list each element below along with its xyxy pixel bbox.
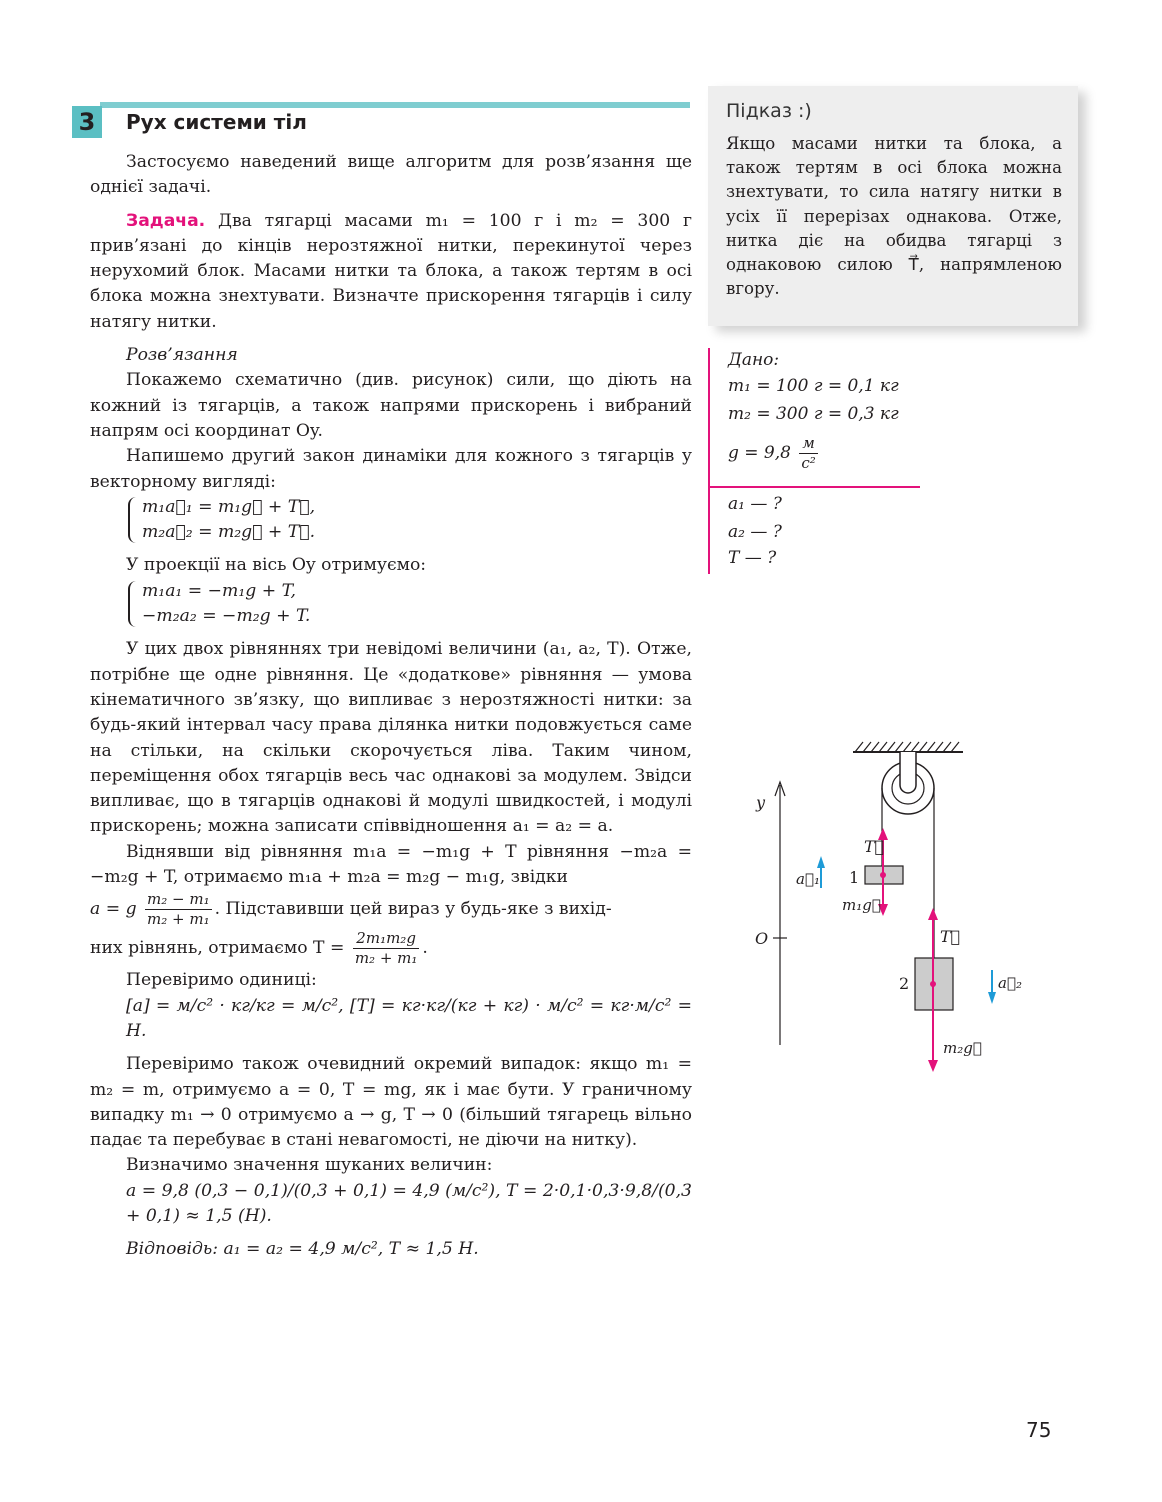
solution-label: Розв’язання bbox=[126, 345, 238, 366]
paragraph-8: Перевіримо одиниці: bbox=[126, 970, 317, 991]
given-m2: m₂ = 300 г = 0,3 кг bbox=[728, 404, 899, 424]
paragraph-6 bbox=[90, 890, 692, 929]
answer-text: a₁ = a₂ = 4,9 м/с², T ≈ 1,5 Н. bbox=[217, 1239, 479, 1260]
page-number: 75 bbox=[1026, 1418, 1052, 1442]
tension-label-2: T⃗ bbox=[940, 927, 961, 946]
main-text bbox=[90, 150, 692, 1263]
paragraph-3: У проекції на вісь Oy отримуємо: bbox=[126, 555, 427, 576]
origin-label: O bbox=[755, 929, 769, 948]
force-arrows bbox=[878, 828, 938, 1072]
fraction-denominator: m₂ + m₁ bbox=[354, 949, 418, 968]
paragraph-5: Віднявши від рівняння m₁a = −m₁g + T рівняння −m₂a = −m₂g + T, отримаємо m₁a + m₂a = m₂g − m₁g, звідки bbox=[90, 841, 692, 888]
fraction bbox=[145, 890, 212, 929]
a2-label: a⃗₂ bbox=[998, 974, 1022, 992]
y-axis-label: y bbox=[756, 793, 766, 812]
fraction-denominator: m₂ + m₁ bbox=[147, 910, 210, 929]
fraction bbox=[799, 434, 817, 473]
section-number: 3 bbox=[72, 106, 102, 138]
paragraph-6-tail: . Підставивши цей вираз у будь-яке з вихід- bbox=[214, 899, 612, 920]
hint-text: Якщо масами нитки та блока, а також тертям в осі блока можна знехтувати, то сила натягу нитки в усіх її перерізах однакова. Отже, нитка діє на обидва тягарці з однаковою силою T⃗, напрямленою вгору. bbox=[726, 134, 1062, 299]
section-title: Рух системи тіл bbox=[126, 110, 307, 134]
given-block bbox=[708, 348, 920, 576]
pulley-diagram bbox=[740, 730, 1040, 1090]
units-line: [a] = м/с² · кг/кг = м/с², [T] = кг·кг/(кг + кг) · м/с² = кг·м/с² = Н. bbox=[126, 995, 692, 1041]
answer-label: Відповідь: bbox=[126, 1239, 218, 1260]
brace bbox=[128, 497, 138, 543]
paragraph-9: Перевіримо також очевидний окремий випадок: якщо m₁ = m₂ = m, отримуємо a = 0, T = mg, як і має бути. У граничному випадку m₁ → 0 отримуємо a → g, T → 0 (більший тягарець вільно падає та перебуває в стані невагомості, не діючи на нитку). bbox=[90, 1054, 692, 1151]
given-g-label: g = 9,8 bbox=[728, 443, 791, 463]
find-a1: a₁ — ? bbox=[728, 494, 782, 514]
given-vertical-line bbox=[708, 348, 710, 574]
section-bar bbox=[100, 102, 690, 108]
projection-system bbox=[90, 579, 692, 630]
given-m1: m₁ = 100 г = 0,1 кг bbox=[728, 376, 899, 396]
find-t: T — ? bbox=[728, 548, 777, 568]
given-title: Дано: bbox=[728, 350, 780, 370]
vector-system bbox=[90, 495, 692, 546]
task-text: Два тягарці масами m₁ = 100 г і m₂ = 300 г прив’язані до кінців нерозтяжної нитки, перекинутої через нерухомий блок. Масами нитки та блока, а також тертям в осі блока можна знехтувати. Визначте прискорення тягарців і силу натягу нитки. bbox=[90, 210, 692, 332]
section-heading bbox=[72, 102, 692, 138]
weight-2-number: 2 bbox=[899, 974, 910, 993]
equation-line: m₂a⃗₂ = m₂g⃗ + T⃗. bbox=[142, 522, 316, 543]
m2g-label: m₂g⃗ bbox=[943, 1039, 982, 1057]
fraction-numerator: m₂ − m₁ bbox=[147, 890, 210, 909]
fraction bbox=[353, 929, 420, 968]
formula-a-prefix: a = g bbox=[90, 899, 137, 920]
pulley-bracket bbox=[900, 752, 916, 793]
paragraph-4: У цих двох рівняннях три невідомі величини (a₁, a₂, T). Отже, потрібне ще одне рівняння. Це «додаткове» рівняння — умова кінематичного зв’язку, що випливає з нерозтяжності нитки: за будь-який інтервал часу права ділянка нитки подовжується саме на стільки, на скільки скорочується ліва. Таким чином, переміщення обох тягарців весь час однакові за модулем. Звідси випливає, що в тягарців однакові й модулі швидкостей, і модулі прискорень; можна записати співвідношення a₁ = a₂ = a. bbox=[90, 639, 692, 837]
paragraph-7: них рівнянь, отримаємо T = $\frac{\text{2m₁m₂g}}{\text{m₂ + m₁}}$ . bbox=[90, 929, 428, 968]
ceiling-hatch bbox=[853, 742, 963, 752]
find-a2: a₂ — ? bbox=[728, 522, 782, 542]
hint-box bbox=[708, 86, 1078, 326]
intro-paragraph: Застосуємо наведений вище алгоритм для розв’язання ще однієї задачі. bbox=[90, 152, 692, 198]
fraction-numerator: 2m₁m₂g bbox=[353, 929, 420, 949]
weight-1-number: 1 bbox=[849, 868, 860, 887]
paragraph-10: Визначимо значення шуканих величин: bbox=[126, 1155, 493, 1176]
given-g bbox=[728, 434, 821, 473]
task-label: Задача. bbox=[126, 210, 206, 231]
m1g-label: m₁g⃗ bbox=[842, 896, 881, 914]
formula-t-prefix: них рівнянь, отримаємо T = bbox=[90, 938, 345, 959]
calculation-line: a = 9,8 (0,3 − 0,1)/(0,3 + 0,1) = 4,9 (м/с²), T = 2·0,1·0,3·9,8/(0,3 + 0,1) ≈ 1,5 (Н). bbox=[126, 1180, 692, 1226]
fraction-numerator: м bbox=[799, 434, 817, 454]
given-horizontal-line bbox=[708, 486, 920, 488]
equation-line: m₁a₁ = −m₁g + T, bbox=[142, 580, 296, 601]
task-paragraph bbox=[90, 209, 692, 335]
paragraph-2: Напишемо другий закон динаміки для кожного з тягарців у векторному вигляді: bbox=[90, 446, 692, 492]
brace bbox=[128, 581, 138, 627]
fraction-denominator: с² bbox=[801, 454, 816, 472]
tension-label-1: T⃗ bbox=[864, 837, 885, 856]
equation-line: m₁a⃗₁ = m₁g⃗ + T⃗, bbox=[142, 496, 316, 517]
hint-title: Підказ :) bbox=[726, 100, 812, 122]
equation-line: −m₂a₂ = −m₂g + T. bbox=[142, 606, 311, 627]
answer-line bbox=[90, 1237, 692, 1262]
a1-label: a⃗₁ bbox=[796, 870, 820, 888]
paragraph-1: Покажемо схематично (див. рисунок) сили, що діють на кожний із тягарців, а також напрями прискорень і вибраний напрям осі координат Oy. bbox=[90, 370, 692, 441]
